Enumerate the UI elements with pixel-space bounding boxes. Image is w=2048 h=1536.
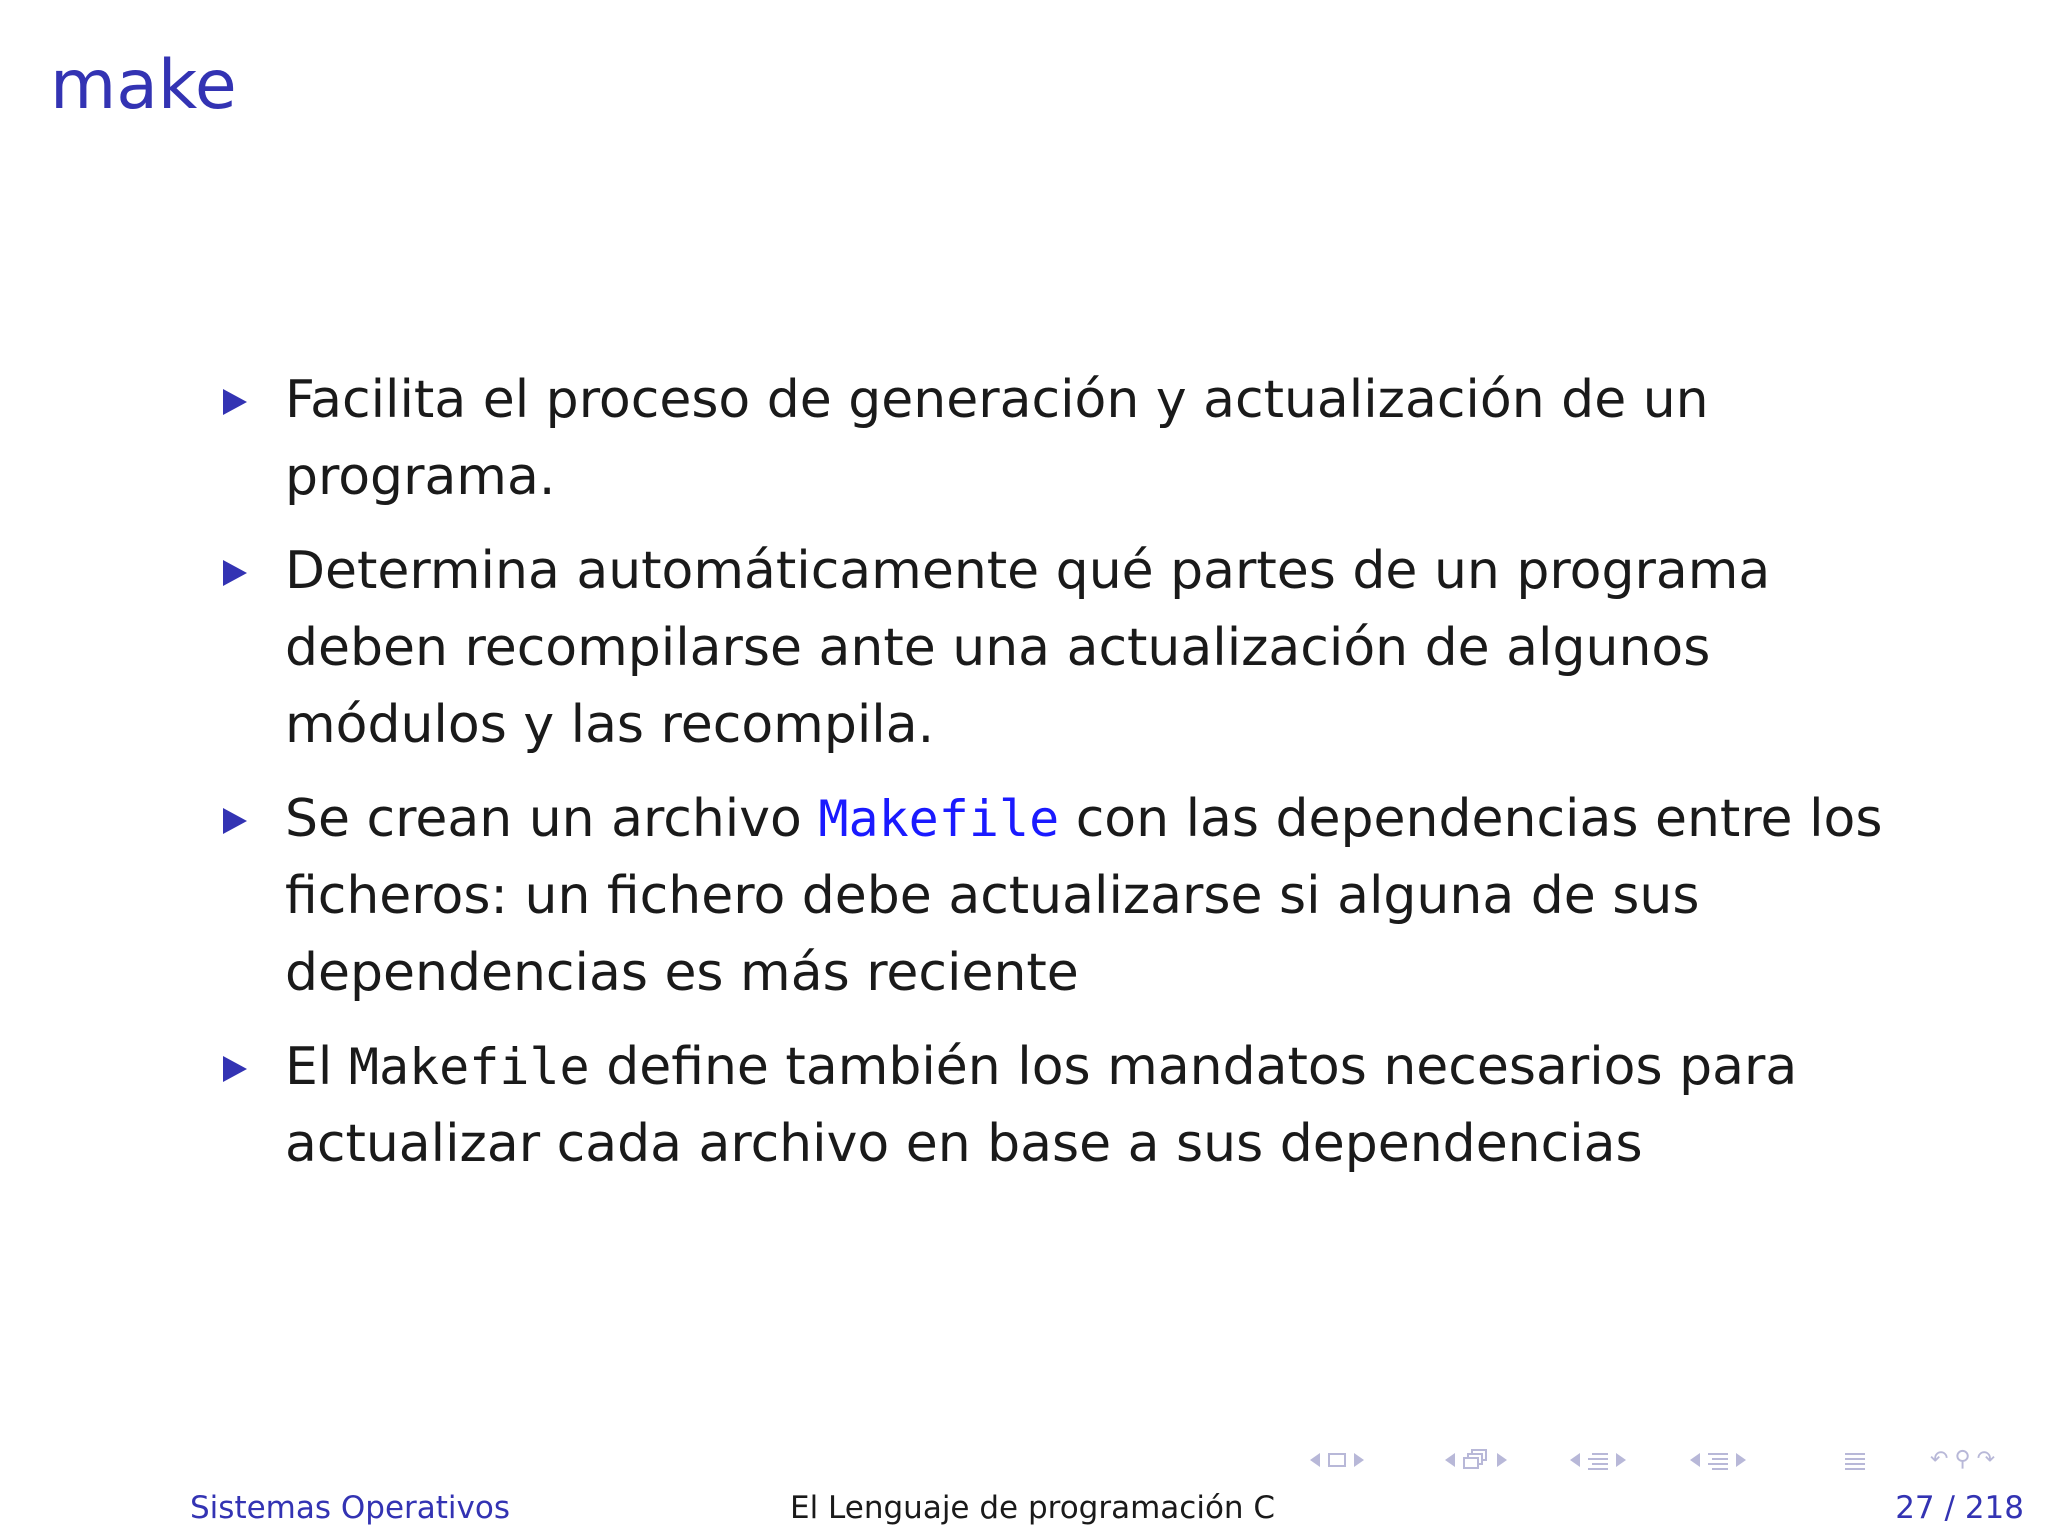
footer-course-name: Sistemas Operativos <box>190 1490 510 1526</box>
nav-forward-icon[interactable]: ↷ <box>1976 1447 1995 1472</box>
nav-group-frame <box>1445 1445 1507 1475</box>
bullet-triangle-icon <box>223 560 247 586</box>
page-separator: / <box>1944 1490 1955 1526</box>
nav-next-section-icon[interactable] <box>1736 1453 1746 1467</box>
bullet-text: El <box>285 1037 349 1097</box>
page-total: 218 <box>1964 1490 2024 1526</box>
bullet-item <box>215 781 1935 1012</box>
makefile-code-highlighted: Makefile <box>818 790 1060 848</box>
bullet-item <box>215 533 1935 764</box>
nav-group-subsection <box>1570 1445 1626 1475</box>
nav-prev-page-icon[interactable] <box>1310 1453 1320 1467</box>
footer-presentation-title: El Lenguaje de programación C <box>790 1490 1276 1526</box>
bullet-triangle-icon <box>223 389 247 415</box>
nav-search-icon[interactable]: ⚲ <box>1954 1447 1971 1472</box>
nav-prev-subsection-icon[interactable] <box>1570 1453 1580 1467</box>
page-current: 27 <box>1895 1490 1935 1526</box>
nav-prev-frame-icon[interactable] <box>1445 1453 1455 1467</box>
nav-group-toc <box>1845 1445 1865 1475</box>
bullet-text: Facilita el proceso de generación y actualización de un programa. <box>285 370 1709 507</box>
bullet-list <box>215 362 1935 1200</box>
bullet-text: con las dependencias entre los ficheros: un fichero debe actualizarse si alguna de sus dependencias es más reciente <box>285 789 1883 1003</box>
nav-toc-icon[interactable] <box>1845 1450 1865 1470</box>
nav-next-subsection-icon[interactable] <box>1616 1453 1626 1467</box>
bullet-text: Se crean un archivo <box>285 789 819 849</box>
nav-next-frame-icon[interactable] <box>1497 1453 1507 1467</box>
footer-page-number <box>1895 1490 2024 1526</box>
nav-group-page <box>1310 1445 1364 1475</box>
nav-section-icon[interactable] <box>1708 1450 1728 1470</box>
nav-page-icon[interactable] <box>1328 1453 1346 1467</box>
bullet-item <box>215 362 1935 516</box>
nav-frame-icon[interactable] <box>1463 1449 1489 1471</box>
nav-prev-section-icon[interactable] <box>1690 1453 1700 1467</box>
bullet-triangle-icon <box>223 1056 247 1082</box>
nav-group-section <box>1690 1445 1746 1475</box>
bullet-triangle-icon <box>223 808 247 834</box>
nav-subsection-icon[interactable] <box>1588 1450 1608 1470</box>
bullet-text: define también los mandatos necesarios para actualizar cada archivo en base a sus dependencias <box>285 1037 1798 1174</box>
nav-group-search <box>1930 1445 1995 1475</box>
bullet-text: Determina automáticamente qué partes de un programa deben recompilarse ante una actualización de algunos módulos y las recompila. <box>285 541 1771 755</box>
bullet-item <box>215 1029 1935 1183</box>
makefile-code: Makefile <box>348 1038 590 1096</box>
beamer-navigation-bar <box>1310 1445 2040 1475</box>
slide-footer <box>0 1490 2048 1530</box>
frame-title: make <box>50 46 237 125</box>
nav-next-page-icon[interactable] <box>1354 1453 1364 1467</box>
nav-back-icon[interactable]: ↶ <box>1930 1447 1949 1472</box>
